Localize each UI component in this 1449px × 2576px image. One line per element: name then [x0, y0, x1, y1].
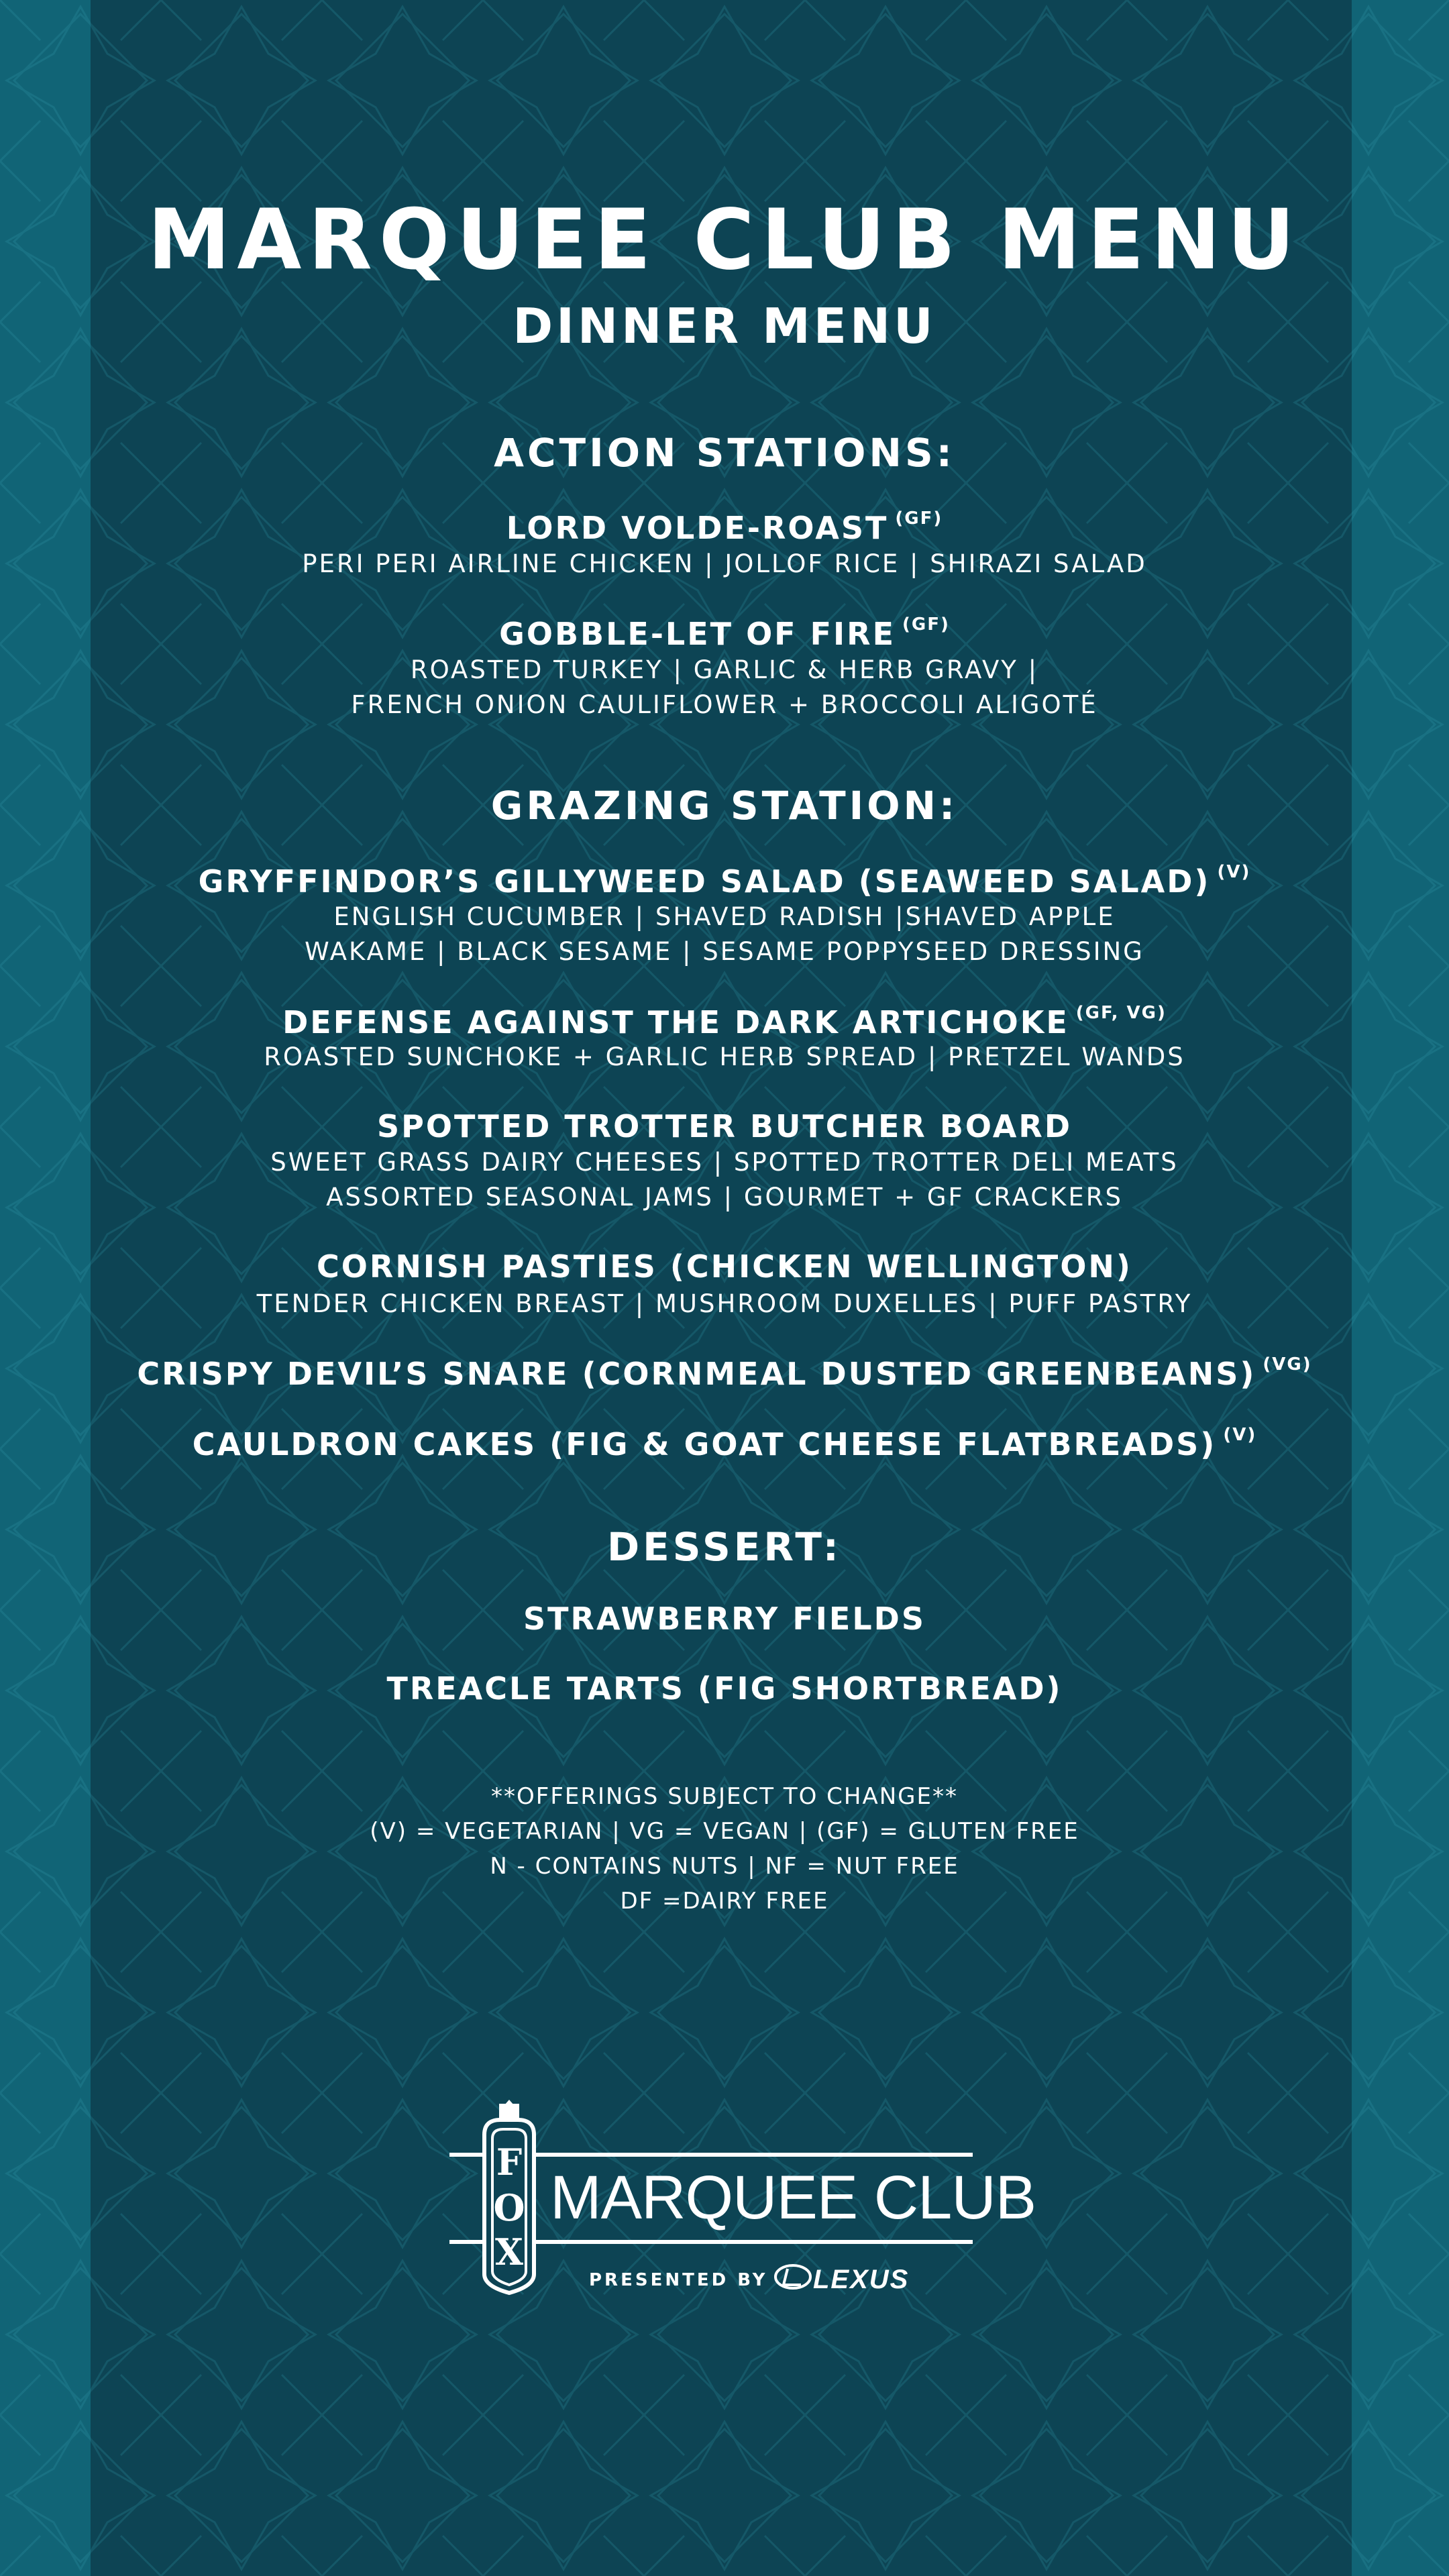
logo-brand: LEXUS — [813, 2265, 910, 2294]
tower-letter-3: X — [495, 2231, 523, 2273]
item-name-text: DEFENSE AGAINST THE DARK ARTICHOKE — [282, 1004, 1069, 1040]
item-description-line: ROASTED TURKEY | GARLIC & HERB GRAVY | — [410, 655, 1039, 684]
item-name-text: CORNISH PASTIES (CHICKEN WELLINGTON) — [317, 1248, 1132, 1285]
section-heading-dessert: DESSERT: — [607, 1524, 842, 1570]
item-name-text: GOBBLE-LET OF FIRE — [499, 616, 896, 652]
section-heading-grazing-station: GRAZING STATION: — [490, 783, 959, 828]
item-description-line: WAKAME | BLACK SESAME | SESAME POPPYSEED DRESSING — [305, 937, 1144, 966]
menu-item-name: TREACLE TARTS (FIG SHORTBREAD) — [386, 1670, 1063, 1707]
menu-item-name — [0, 1004, 1449, 1038]
item-name-text: CAULDRON CAKES (FIG & GOAT CHEESE FLATBREADS) — [192, 1426, 1217, 1462]
menu-item-name — [0, 1248, 1449, 1285]
logo-presented-by: PRESENTED BY — [589, 2270, 768, 2290]
menu-item-name — [0, 1354, 1449, 1392]
notes-line: **OFFERINGS SUBJECT TO CHANGE** — [491, 1783, 958, 1810]
tower-letter-2: O — [493, 2186, 525, 2229]
marquee-club-logo — [443, 2100, 1036, 2301]
diet-tag: (V) — [1217, 862, 1251, 882]
notes-line: (V) = VEGETARIAN | VG = VEGAN | (GF) = GLUTEN FREE — [370, 1818, 1079, 1845]
notes-line: N - CONTAINS NUTS | NF = NUT FREE — [490, 1853, 959, 1880]
item-description-line: ENGLISH CUCUMBER | SHAVED RADISH |SHAVED APPLE — [333, 902, 1116, 931]
item-description-line: SWEET GRASS DAIRY CHEESES | SPOTTED TROTTER DELI MEATS — [270, 1148, 1179, 1177]
diet-tag: (GF, VG) — [1075, 1003, 1167, 1023]
item-description-line: ASSORTED SEASONAL JAMS | GOURMET + GF CRACKERS — [326, 1183, 1123, 1212]
menu-item-name — [0, 508, 1449, 546]
item-description-line: TENDER CHICKEN BREAST | MUSHROOM DUXELLES | PUFF PASTRY — [256, 1289, 1193, 1318]
diet-tag: (GF) — [902, 614, 950, 635]
menu-title: MARQUEE CLUB MENU — [147, 192, 1302, 288]
item-description-line: FRENCH ONION CAULIFLOWER + BROCCOLI ALIGOTÉ — [351, 690, 1098, 719]
menu-item-name: STRAWBERRY FIELDS — [523, 1601, 926, 1637]
item-name-text: GRYFFINDOR’S GILLYWEED SALAD (SEAWEED SALAD) — [198, 863, 1211, 900]
menu-item-name — [0, 1108, 1449, 1144]
item-name-text: LORD VOLDE-ROAST — [506, 510, 889, 546]
notes-line: DF =DAIRY FREE — [620, 1888, 829, 1915]
menu-subtitle: DINNER MENU — [513, 298, 936, 354]
tower-letter-1: F — [496, 2141, 523, 2184]
menu-item-name — [0, 862, 1449, 900]
logo-title: MARQUEE CLUB — [550, 2163, 1036, 2232]
diet-tag: (GF) — [895, 508, 943, 529]
item-name-text: CRISPY DEVIL’S SNARE (CORNMEAL DUSTED GREENBEANS) — [137, 1356, 1256, 1392]
diet-tag: (V) — [1223, 1425, 1257, 1445]
item-description-line: PERI PERI AIRLINE CHICKEN | JOLLOF RICE | SHIRAZI SALAD — [302, 549, 1147, 578]
diet-tag: (VG) — [1263, 1354, 1312, 1375]
item-name-text: SPOTTED TROTTER BUTCHER BOARD — [377, 1108, 1072, 1144]
menu-item-name — [0, 614, 1449, 652]
section-heading-action-stations: ACTION STATIONS: — [494, 430, 955, 476]
menu-item-name — [0, 1426, 1449, 1460]
item-description-line: ROASTED SUNCHOKE + GARLIC HERB SPREAD | PRETZEL WANDS — [264, 1042, 1185, 1071]
